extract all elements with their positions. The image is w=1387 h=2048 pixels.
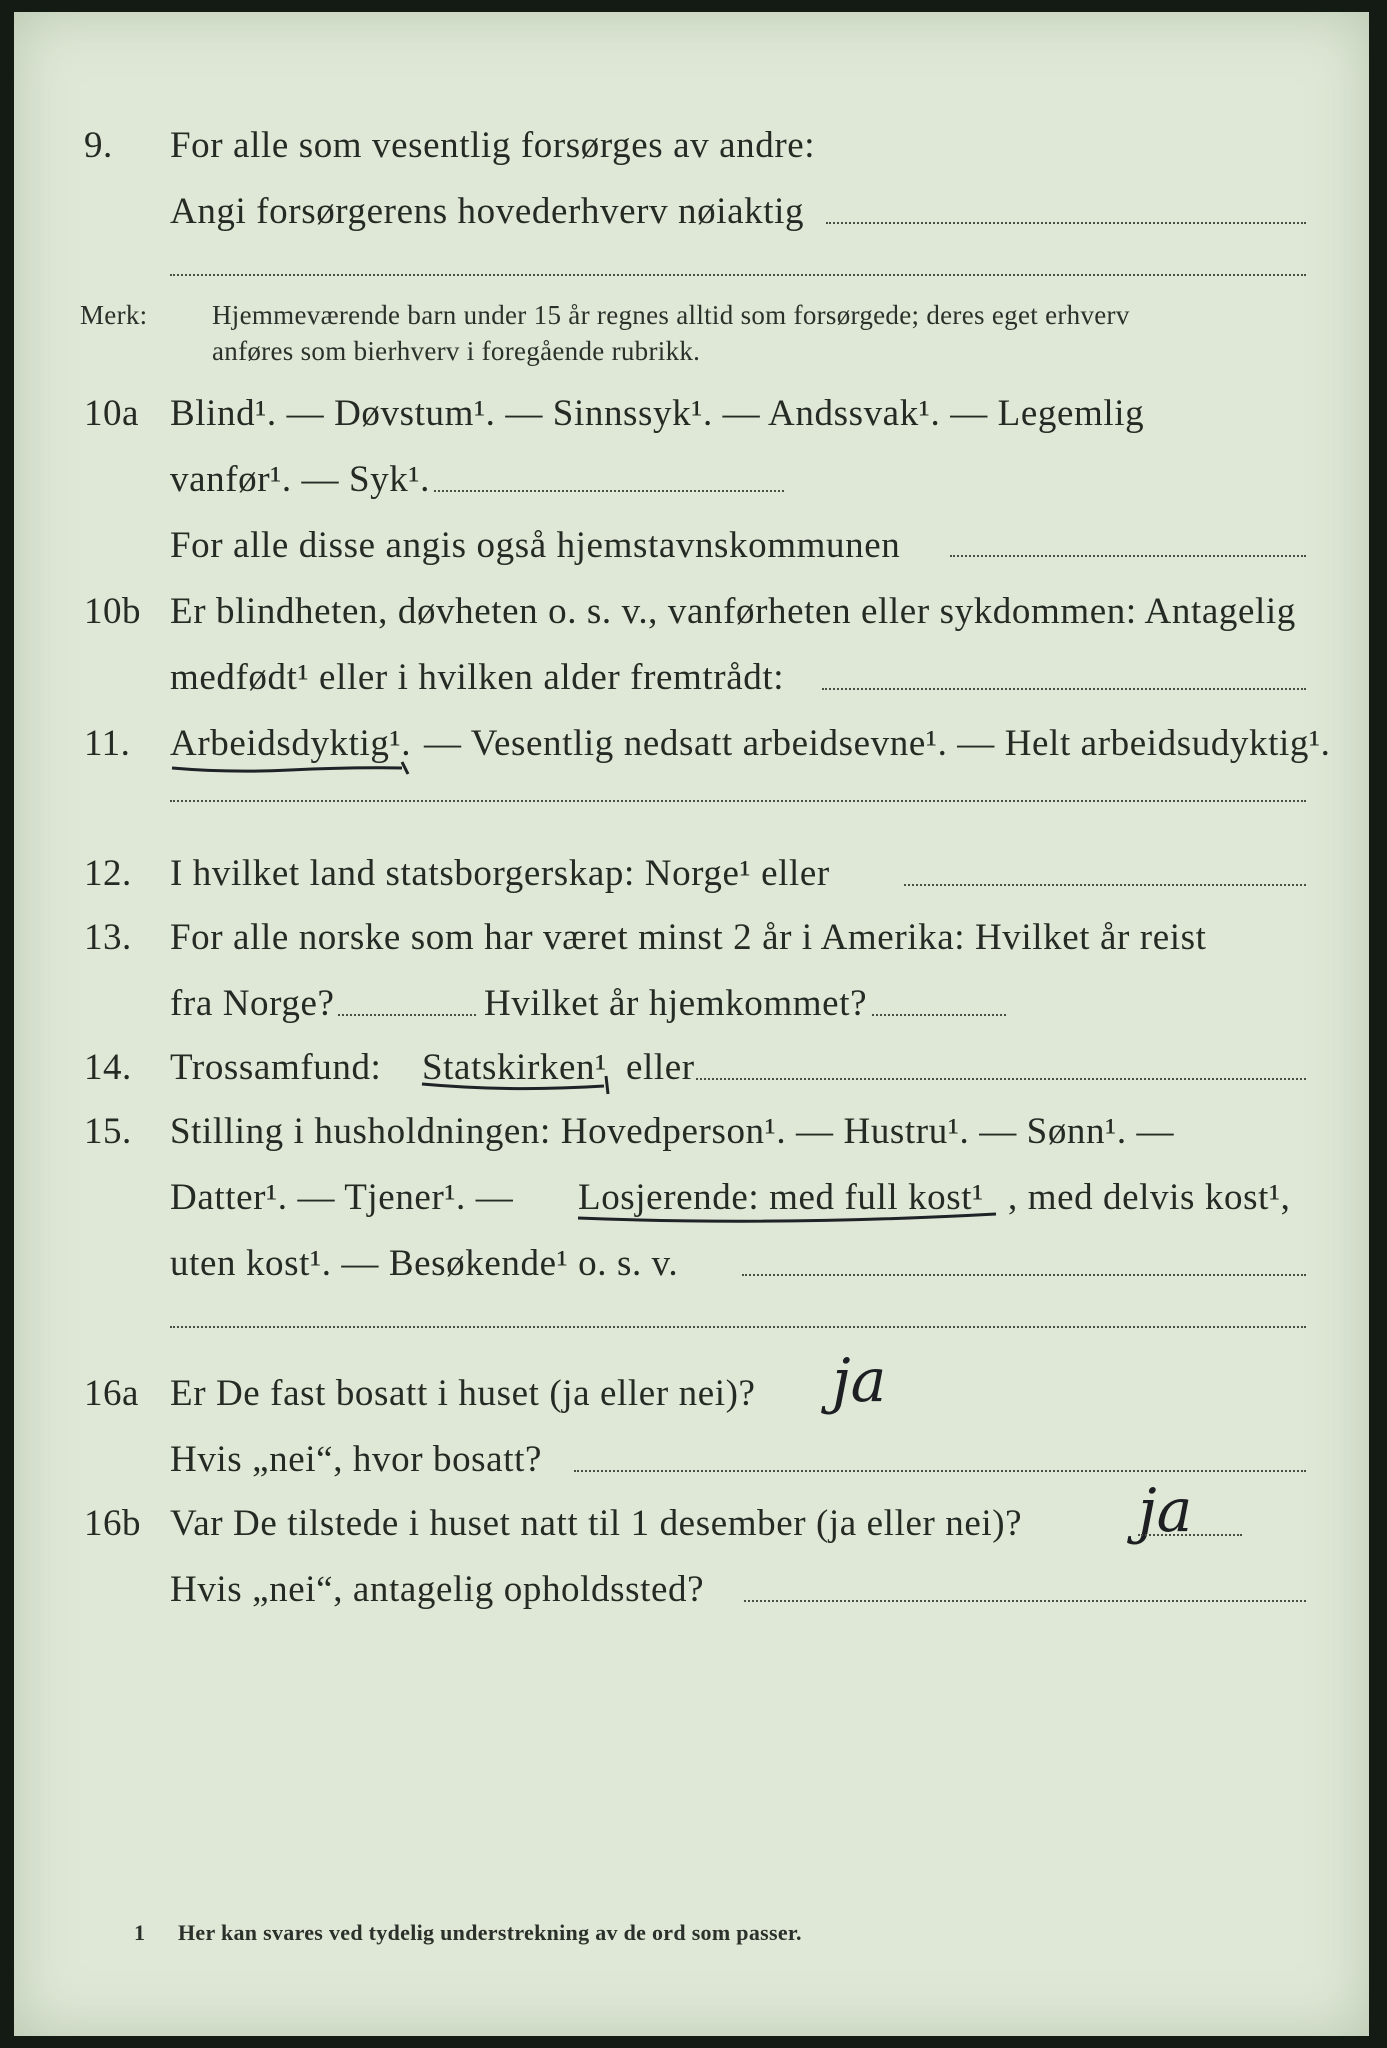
q11-number: 11. bbox=[84, 723, 131, 764]
footnote-text: Her kan svares ved tydelig understrekning av de ord som passer. bbox=[178, 1920, 802, 1945]
q13-year-reist-line[interactable] bbox=[338, 1014, 476, 1016]
q9-number: 9. bbox=[84, 125, 113, 166]
q15-text-2a: Datter¹. — Tjener¹. — bbox=[170, 1177, 514, 1218]
form-page bbox=[14, 12, 1369, 2036]
q16b-text-2: Hvis „nei“, antagelig opholdssted? bbox=[170, 1569, 705, 1610]
q16b-answer-line-2[interactable] bbox=[744, 1600, 1306, 1602]
q12-text: I hvilket land statsborgerskap: Norge¹ eller bbox=[170, 853, 830, 894]
q11-underline-mark bbox=[170, 756, 420, 776]
merk-label: Merk: bbox=[80, 300, 148, 330]
q13-text: For alle norske som har været minst 2 år i Amerika: Hvilket år reist bbox=[170, 917, 1207, 958]
q13-number: 13. bbox=[84, 917, 132, 958]
q16a-handwritten-answer[interactable]: ja bbox=[832, 1346, 887, 1416]
q10a-answer-line[interactable] bbox=[434, 490, 784, 492]
q15-answer-line[interactable] bbox=[742, 1274, 1306, 1276]
q16b-number: 16b bbox=[84, 1503, 141, 1544]
q15-option-losjerende-full-kost[interactable]: Losjerende: med full kost¹ bbox=[578, 1177, 984, 1218]
q10a-text-2: vanfør¹. — Syk¹. bbox=[170, 459, 430, 500]
q9-text-2: Angi forsørgerens hovederhverv nøiaktig bbox=[170, 191, 805, 232]
q13-text-2b: Hvilket år hjemkommet? bbox=[484, 983, 868, 1024]
q15-text: Stilling i husholdningen: Hovedperson¹. — Hustru¹. — Sønn¹. — bbox=[170, 1111, 1175, 1152]
q10b-number: 10b bbox=[84, 591, 141, 632]
q10a-text: Blind¹. — Døvstum¹. — Sinnssyk¹. — Andssvak¹. — Legemlig bbox=[170, 393, 1145, 434]
q15-text-2c: , med delvis kost¹, bbox=[1008, 1177, 1291, 1218]
q15-text-3: uten kost¹. — Besøkende¹ o. s. v. bbox=[170, 1243, 679, 1284]
q16a-number: 16a bbox=[84, 1373, 139, 1414]
q10b-text-2: medfødt¹ eller i hvilken alder fremtrådt: bbox=[170, 657, 785, 698]
q12-number: 12. bbox=[84, 853, 132, 894]
q10b-answer-line[interactable] bbox=[822, 688, 1306, 690]
q10b-text: Er blindheten, døvheten o. s. v., vanførheten eller sykdommen: Antagelig bbox=[170, 591, 1296, 632]
q9-text: For alle som vesentlig forsørges av andre: bbox=[170, 125, 816, 166]
q14-label: Trossamfund: bbox=[170, 1047, 382, 1088]
q15-number: 15. bbox=[84, 1111, 132, 1152]
q14-answer-line[interactable] bbox=[696, 1078, 1306, 1080]
q16a-text-2: Hvis „nei“, hvor bosatt? bbox=[170, 1439, 542, 1480]
q12-answer-line[interactable] bbox=[904, 884, 1306, 886]
q14-option-statskirken[interactable]: Statskirken¹ bbox=[422, 1047, 607, 1088]
q14-underline-mark bbox=[420, 1074, 620, 1098]
merk-text-2: anføres som bierhverv i foregående rubrikk. bbox=[212, 336, 701, 366]
q16a-text: Er De fast bosatt i huset (ja eller nei)? bbox=[170, 1373, 756, 1414]
q13-year-hjemkommet-line[interactable] bbox=[872, 1014, 1006, 1016]
q9-answer-line[interactable] bbox=[826, 222, 1306, 224]
footnote-mark: 1 bbox=[134, 1920, 146, 1945]
q10a-answer-line-2[interactable] bbox=[950, 555, 1306, 557]
q11-text: — Vesentlig nedsatt arbeidsevne¹. — Helt arbeidsudyktig¹. bbox=[424, 723, 1331, 764]
q14-number: 14. bbox=[84, 1047, 132, 1088]
q14-text: eller bbox=[626, 1047, 695, 1088]
merk-text: Hjemmeværende barn under 15 år regnes alltid som forsørgede; deres eget erhverv bbox=[212, 300, 1130, 330]
q16b-answer-line[interactable] bbox=[1138, 1534, 1242, 1536]
q11-answer-line[interactable] bbox=[170, 800, 1306, 802]
q16b-text: Var De tilstede i huset natt til 1 desember (ja eller nei)? bbox=[170, 1503, 1023, 1544]
q15-underline-mark bbox=[576, 1204, 1016, 1230]
q16a-answer-line[interactable] bbox=[574, 1470, 1306, 1472]
q11-option-arbeidsdyktig[interactable]: Arbeidsdyktig¹. bbox=[170, 723, 412, 764]
q9-answer-line-2[interactable] bbox=[170, 274, 1306, 276]
q16b-handwritten-answer[interactable]: ja bbox=[1138, 1476, 1193, 1546]
q10a-number: 10a bbox=[84, 393, 139, 434]
q13-text-2a: fra Norge? bbox=[170, 983, 335, 1024]
q10a-text-3: For alle disse angis også hjemstavnskommunen bbox=[170, 525, 901, 566]
q15-answer-line-2[interactable] bbox=[170, 1326, 1306, 1328]
